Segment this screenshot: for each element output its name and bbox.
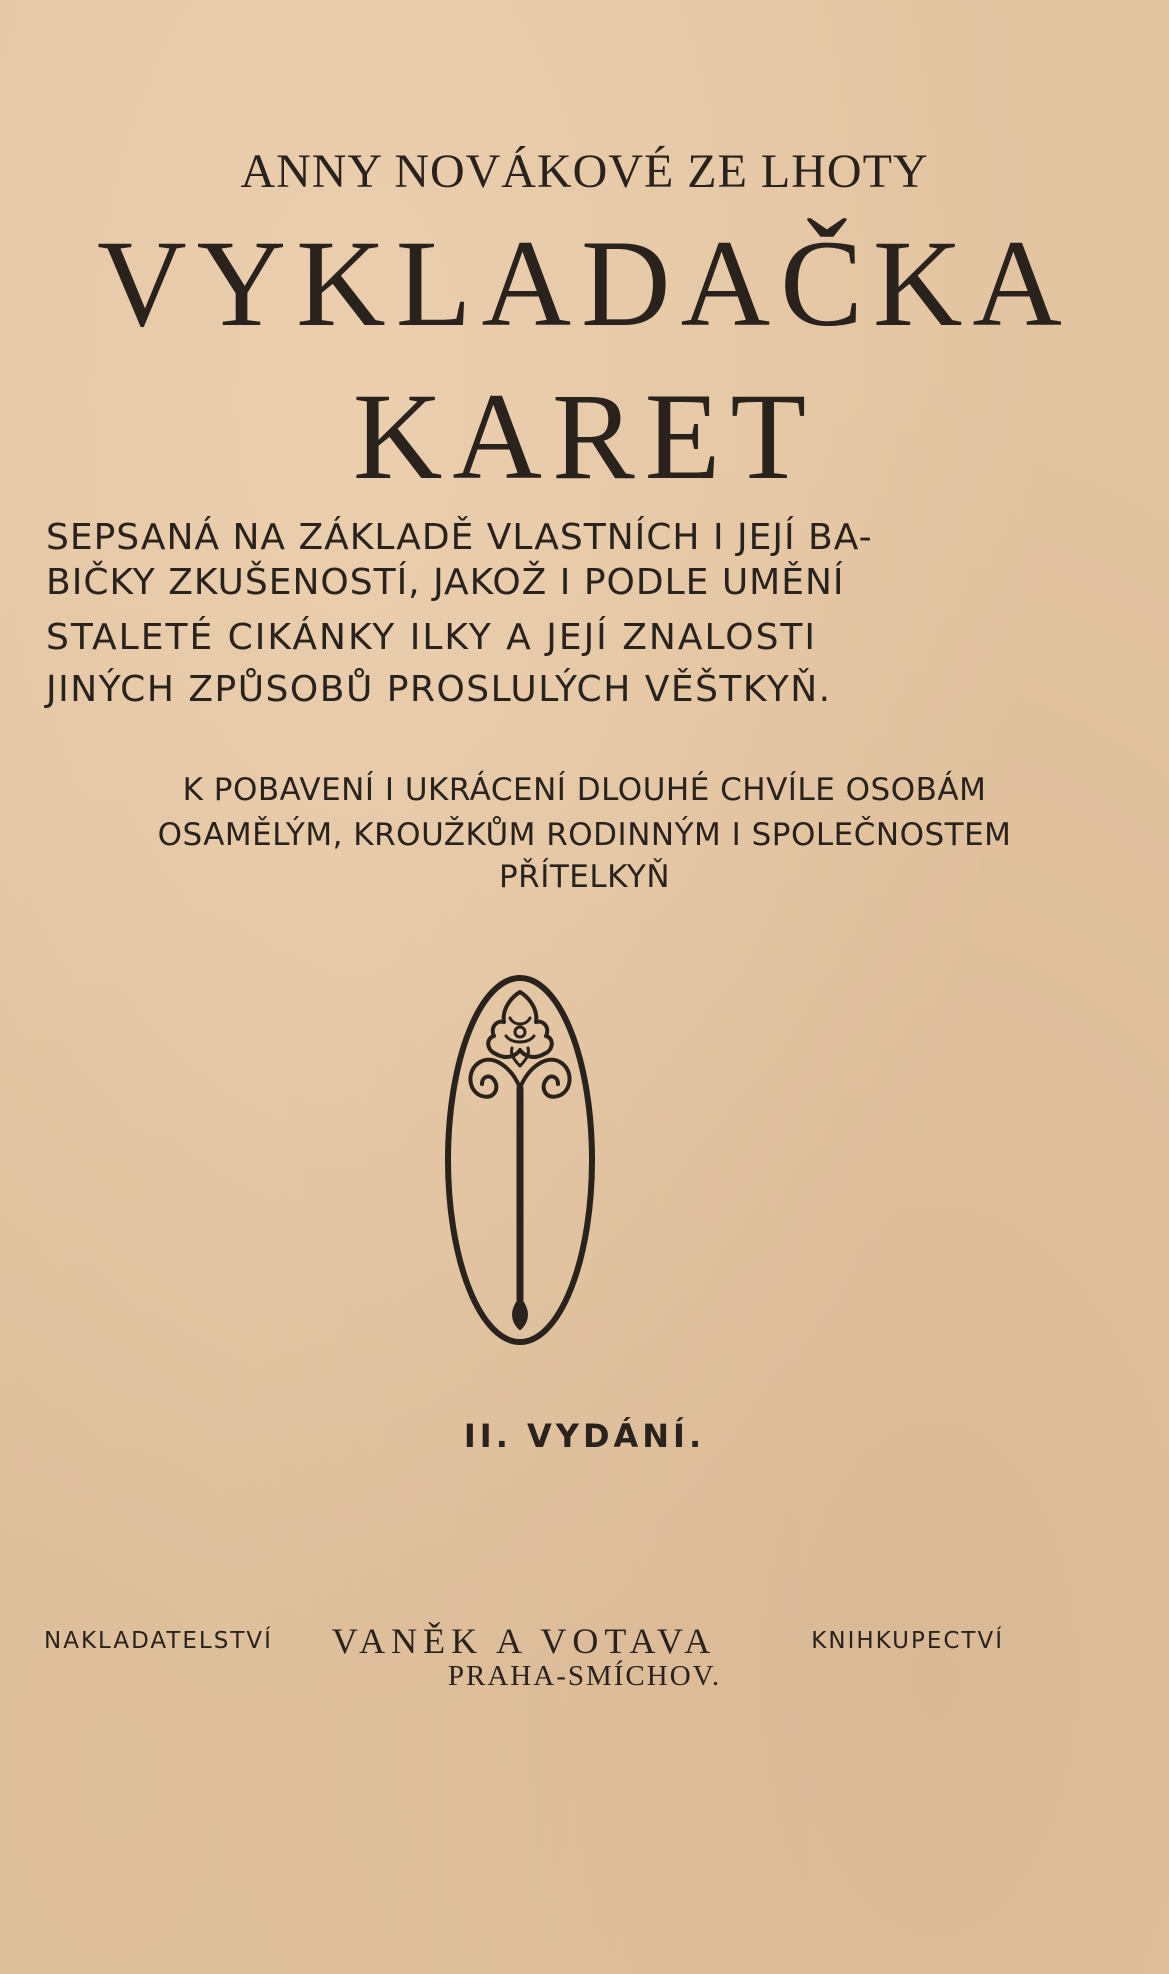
dedication-line-2: OSAMĚLÝM, KROUŽKŮM RODINNÝM I SPOLEČNOSTEM	[157, 817, 1012, 853]
publisher-place: PRAHA-SMÍCHOV.	[447, 1660, 722, 1692]
dedication-line-1: K POBAVENÍ I UKRÁCENÍ DLOUHÉ CHVÍLE OSOBÁM	[182, 772, 987, 808]
publisher-right-label: KNIHKUPECTVÍ	[811, 1628, 1004, 1654]
subtitle-line-3: STALETÉ CIKÁNKY ILKY A JEJÍ ZNALOSTI	[46, 617, 818, 658]
subtitle-line-2: BIČKY ZKUŠENOSTÍ, JAKOŽ I PODLE UMĚNÍ	[46, 562, 845, 603]
book-title-line-1: VYKLADAČKA	[97, 215, 1072, 352]
edition-label: II. VYDÁNÍ.	[463, 1417, 706, 1455]
author-name: ANNY NOVÁKOVÉ ZE LHOTY	[240, 145, 929, 198]
publisher-left-label: NAKLADATELSTVÍ	[44, 1628, 273, 1654]
subtitle-line-1: SEPSANÁ NA ZÁKLADĚ VLASTNÍCH I JEJÍ BA-	[46, 517, 873, 558]
dedication-line-3: PŘÍTELKYŇ	[498, 859, 671, 895]
floral-oval-ornament-icon	[440, 970, 600, 1350]
publisher-name: VANĚK A VOTAVA	[331, 1621, 717, 1661]
subtitle-line-4: JINÝCH ZPŮSOBŮ PROSLULÝCH VĚŠTKYŇ.	[46, 669, 832, 710]
publisher-line	[44, 1620, 1004, 1660]
book-title-line-2: KARET	[352, 368, 817, 505]
